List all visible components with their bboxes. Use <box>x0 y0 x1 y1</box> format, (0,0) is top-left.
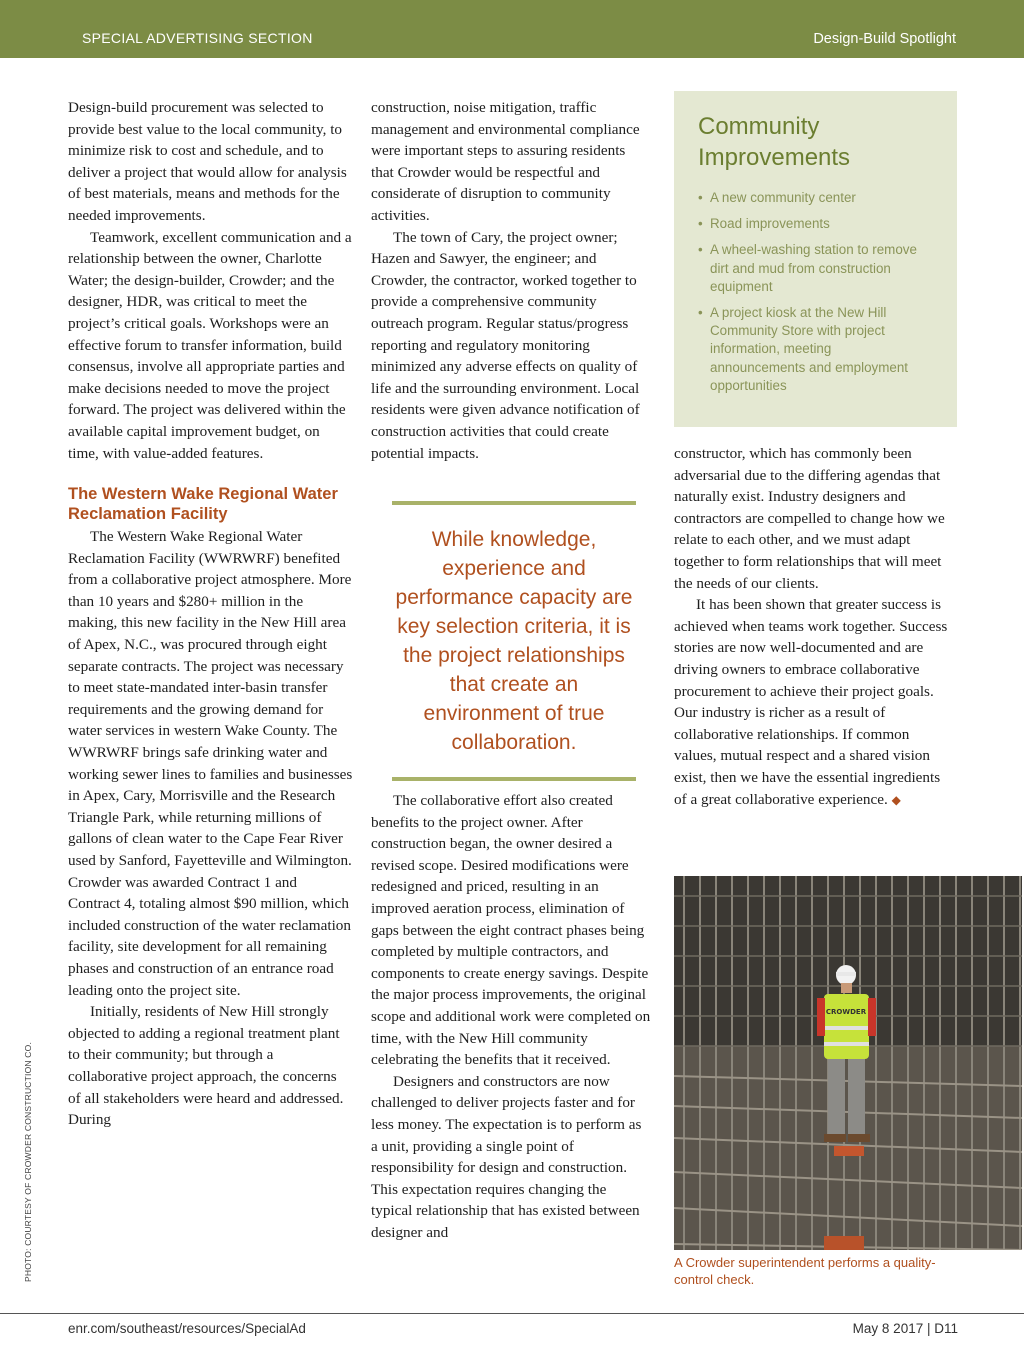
paragraph: The collaborative effort also created benefits to the project owner. After construction began, the owner desired a revised scope. Desired modifications were redesigned and priced, resulting in an improved aeration process, elimination of gaps between the eight contract phases being completed by multiple contractors, and components to create energy savings. Despite the major process improvements, the original scope and additional work were completed on time, with the New Hill community celebrating the benefits that it received. <box>371 792 651 1069</box>
photo-caption: A Crowder superintendent performs a quality-control check. <box>674 1255 936 1287</box>
footer-divider <box>0 1313 1024 1314</box>
vest-logo-text: CROWDER <box>825 1008 867 1016</box>
paragraph: construction, noise mitigation, traffic management and environmental compliance were important steps to assuring residents that Crowder would be respectful and considerate of disruption to community activities. <box>371 99 640 224</box>
list-item: • A new community center <box>698 189 928 207</box>
construction-photo <box>674 876 1022 1250</box>
sidebar-title: Community Improvements <box>698 113 851 171</box>
end-mark-icon: ◆ <box>891 792 901 807</box>
paragraph: constructor, which has commonly been adversarial due to the differing agendas that naturally exist. Industry designers and contractors are compelled to change how we relate to each other, and we must adapt together to form relationships that will meet the needs of our clients. <box>674 445 945 592</box>
sidebar-list <box>698 189 928 403</box>
paragraph: Teamwork, excellent communication and a relationship between the owner, Charlotte Water; the design-builder, Crowder; and the designer, HDR, was critical to meet the project’s critical goals. Workshops were an effective forum to transfer information, build consensus, involve all appropriate parties and make decisions needed to move the project forward. The project was delivered within the available capital improvement budget, on time, with value-added features. <box>68 228 352 462</box>
pull-quote <box>392 501 636 781</box>
paragraph-text: It has been shown that greater success is achieved when teams work together. Success stories are now well-documented and are driving owners to embrace collaborative procurement to achieve their project goals. Our industry is richer as a result of collaborative relationships. If common values, mutual respect and a shared vision exist, then we have the essential ingredients of a great collaborative experience. <box>674 596 948 808</box>
closing-paragraph <box>674 594 954 811</box>
paragraph: Designers and constructors are now challenged to deliver projects faster and for less money. The expectation is to perform as a unit, providing a single point of responsibility for design and construction. This expectation requires changing the typical relationship that has existed between designer and <box>371 1072 642 1241</box>
section-label: SPECIAL ADVERTISING SECTION <box>82 30 313 46</box>
community-improvements-sidebar <box>674 91 957 427</box>
paragraph: The town of Cary, the project owner; Hazen and Sawyer, the engineer; and Crowder, the contractor, worked together to provide a comprehensive community outreach program. Regular status/progress reporting and regulatory monitoring minimized any adverse effects on quality of life and the surrounding environment. Local residents were given advance notification of construction activities that could create potential impacts. <box>371 228 640 462</box>
rebar-scene-illustration <box>674 876 1022 1250</box>
column-2-bottom <box>371 790 651 1243</box>
footer-page-info: May 8 2017 | D11 <box>852 1321 958 1336</box>
divider <box>392 777 636 781</box>
header-bar <box>0 0 1024 58</box>
subheading: The Western Wake Regional Water Reclamation Facility <box>68 485 338 524</box>
column-2-top <box>371 97 651 464</box>
list-item: • Road improvements <box>698 215 928 233</box>
paragraph: Initially, residents of New Hill strongly objected to adding a regional treatment plant to their community; but through a collaborative project approach, the concerns of all stakeholders were heard and addressed. During <box>68 1003 344 1129</box>
footer-url: enr.com/southeast/resources/SpecialAd <box>68 1321 306 1336</box>
paragraph: The Western Wake Regional Water Reclamation Facility (WWRWRF) benefited from a collaborative project atmosphere. More than 10 years and $280+ million in the making, this new facility in the New Hill area of Apex, N.C., was procured through eight separate contracts. The project was necessary to meet state-mandated inter-basin transfer requirements and the growing demand for water services in western Wake County. The WWRWRF brings safe drinking water and working sewer lines to families and businesses in Apex, Cary, Morrisville and the Research Triangle Park, while returning millions of gallons of clean water to the Cape Fear River used by Sanford, Fayetteville and Wilmington. Crowder was awarded Contract 1 and Contract 4, totaling almost $90 million, which included construction of the water reclamation facility, site development for all remaining phases and construction of an entrance road leading onto the project site. <box>68 528 353 999</box>
divider <box>392 501 636 505</box>
section-title: Design-Build Spotlight <box>813 31 956 47</box>
list-item: • A project kiosk at the New Hill Community Store with project information, meeting announcements and employment opportunities <box>698 304 928 395</box>
column-3 <box>674 443 954 811</box>
photo-credit: PHOTO: COURTESY OF CROWDER CONSTRUCTION CO. <box>23 1041 33 1282</box>
pull-quote-text: While knowledge, experience and performance capacity are key selection criteria, it is the project relationships that create an environment of true collaboration. <box>395 528 633 754</box>
paragraph: Design-build procurement was selected to provide best value to the local community, to minimize risk to cost and schedule, and to deliver a project that would allow for analysis of best materials, means and methods for the needed improvements. <box>68 99 347 224</box>
list-item: • A wheel-washing station to remove dirt and mud from construction equipment <box>698 241 928 296</box>
column-1 <box>68 97 353 1131</box>
